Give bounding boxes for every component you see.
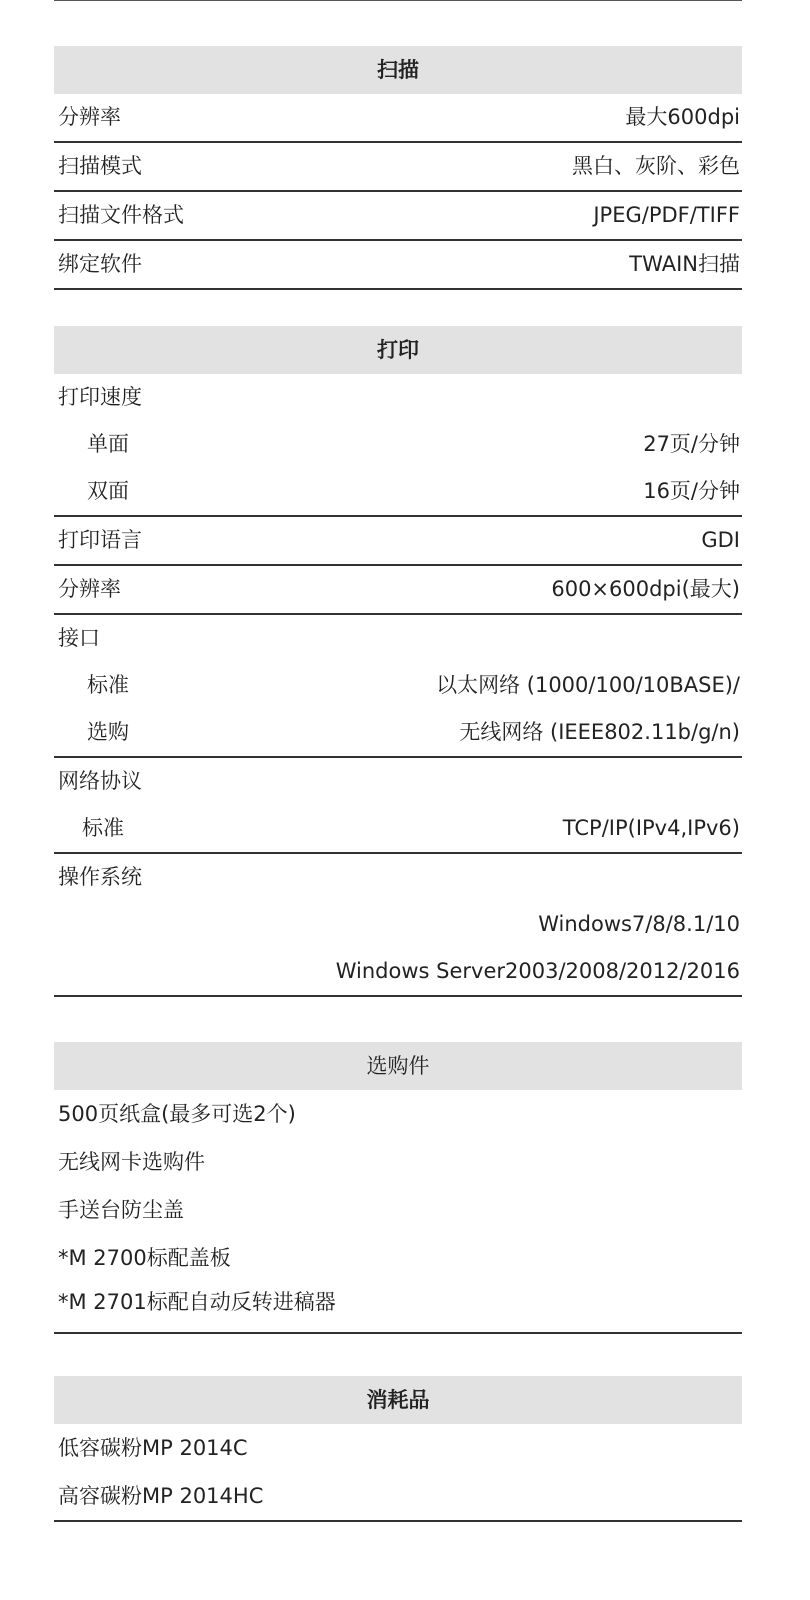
list-item: *M 2700标配盖板 — [58, 1246, 231, 1270]
consumables-section — [54, 1376, 742, 1522]
protocol-standard-label: 标准 — [82, 816, 124, 840]
interface-label: 接口 — [58, 626, 100, 650]
spec-row — [54, 805, 742, 854]
spec-row — [54, 709, 742, 758]
spec-row — [54, 854, 742, 901]
spec-row — [54, 241, 742, 290]
duplex-label: 双面 — [87, 479, 129, 503]
print-section — [54, 326, 742, 997]
spec-row — [54, 143, 742, 192]
os-label: 操作系统 — [58, 865, 142, 889]
options-section-header: 选购件 — [54, 1042, 742, 1090]
list-item: 手送台防尘盖 — [58, 1198, 184, 1222]
spec-value: JPEG/PDF/TIFF — [593, 203, 740, 227]
print-language-value: GDI — [701, 528, 740, 552]
interface-standard-label: 标准 — [87, 673, 129, 697]
spec-row — [54, 948, 742, 997]
options-section — [54, 1042, 742, 1334]
spec-label: 扫描模式 — [58, 154, 142, 178]
print-speed-label: 打印速度 — [58, 385, 142, 409]
spec-value: 黑白、灰阶、彩色 — [572, 154, 740, 178]
protocol-label: 网络协议 — [58, 769, 142, 793]
spec-row — [54, 615, 742, 662]
section-divider — [54, 1520, 742, 1522]
list-item: 500页纸盒(最多可选2个) — [58, 1102, 296, 1126]
spec-row — [54, 468, 742, 517]
spec-label: 绑定软件 — [58, 252, 142, 276]
duplex-value: 16页/分钟 — [643, 479, 740, 503]
scan-section — [54, 46, 742, 290]
protocol-standard-value: TCP/IP(IPv4,IPv6) — [562, 816, 740, 840]
spec-row — [54, 421, 742, 468]
list-item: *M 2701标配自动反转进稿器 — [58, 1290, 336, 1314]
print-language-label: 打印语言 — [58, 528, 142, 552]
interface-standard-value: 以太网络 (1000/100/10BASE)/ — [436, 673, 740, 697]
spec-row — [54, 374, 742, 421]
print-resolution-label: 分辨率 — [58, 577, 121, 601]
spec-label: 扫描文件格式 — [58, 203, 184, 227]
scan-section-header: 扫描 — [54, 46, 742, 94]
list-item: 高容碳粉MP 2014HC — [58, 1484, 264, 1508]
spec-value: 最大600dpi — [625, 105, 740, 129]
spec-row — [54, 94, 742, 143]
spec-row — [54, 566, 742, 615]
simplex-value: 27页/分钟 — [643, 432, 740, 456]
list-item: 低容碳粉MP 2014C — [58, 1436, 248, 1460]
print-resolution-value: 600×600dpi(最大) — [551, 577, 740, 601]
consumables-section-header: 消耗品 — [54, 1376, 742, 1424]
spec-row — [54, 517, 742, 566]
spec-row — [54, 662, 742, 709]
list-item: 无线网卡选购件 — [58, 1150, 205, 1174]
os-value: Windows7/8/8.1/10 — [538, 912, 740, 936]
section-divider — [54, 1332, 742, 1334]
spec-value: TWAIN扫描 — [629, 252, 740, 276]
print-section-header: 打印 — [54, 326, 742, 374]
spec-row — [54, 192, 742, 241]
spec-row — [54, 901, 742, 948]
spec-label: 分辨率 — [58, 105, 121, 129]
top-divider — [54, 0, 742, 1]
interface-optional-value: 无线网络 (IEEE802.11b/g/n) — [459, 720, 740, 744]
os-value: Windows Server2003/2008/2012/2016 — [335, 959, 740, 983]
interface-optional-label: 选购 — [87, 720, 129, 744]
simplex-label: 单面 — [87, 432, 129, 456]
spec-row — [54, 758, 742, 805]
